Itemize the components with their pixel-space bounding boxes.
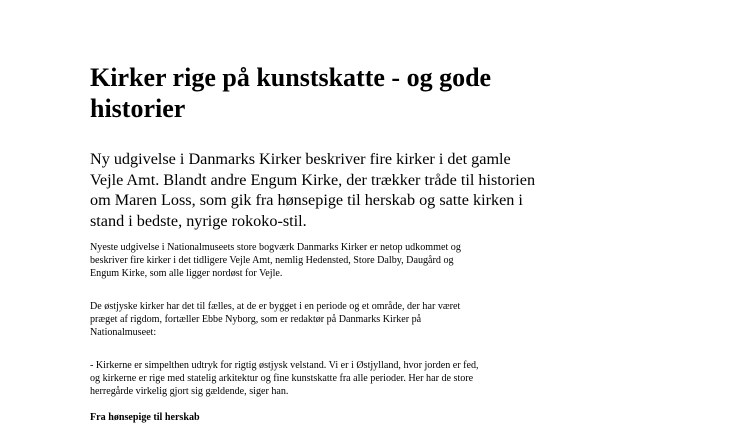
paragraph-line: Nationalmuseet: <box>90 326 157 338</box>
lead-line: stand i bedste, nyrige rokoko-stil. <box>90 211 307 230</box>
paragraph-line: præget af rigdom, fortæller Ebbe Nyborg, som er redaktør på Danmarks Kirker på <box>90 313 422 325</box>
paragraph-line: herregårde virkelig gjort sig gældende, siger han. <box>90 385 289 397</box>
section-subheading: Fra hønsepige til herskab <box>90 412 200 423</box>
paragraph-line: - Kirkerne er simpelthen udtryk for rigtig østjysk velstand. Vi er i Østjylland, hvor jorden er fed, <box>90 360 479 371</box>
paragraph-line: Nyeste udgivelse i Nationalmuseets store bogværk Danmarks Kirker er netop udkommet og <box>90 242 461 253</box>
article-lead <box>90 149 650 231</box>
lead-line: Vejle Amt. Blandt andre Engum Kirke, der trækker tråde til historien <box>90 170 536 189</box>
body-paragraph <box>90 242 650 280</box>
paragraph-line: De østjyske kirker har det til fælles, at de er bygget i en periode og et område, der har været <box>90 301 461 312</box>
paragraph-line: Engum Kirke, som alle ligger nordøst for Vejle. <box>90 267 283 279</box>
lead-line: om Maren Loss, som gik fra hønsepige til herskab og satte kirken i <box>90 191 523 209</box>
paragraph-line: og kirkerne er rige med statelig arkitektur og fine kunstskatte fra alle perioder. Her har de store <box>90 372 474 384</box>
article-title-line: Kirker rige på kunstskatte - og gode <box>90 63 492 92</box>
paragraph-line: beskriver fire kirker i det tidligere Vejle Amt, nemlig Hedensted, Store Dalby, Daugård og <box>90 254 454 266</box>
article-title-line: historier <box>90 94 186 123</box>
body-paragraph <box>90 360 650 398</box>
lead-line: Ny udgivelse i Danmarks Kirker beskriver fire kirker i det gamle <box>90 150 511 168</box>
article-title <box>90 62 650 124</box>
body-paragraph <box>90 301 650 339</box>
